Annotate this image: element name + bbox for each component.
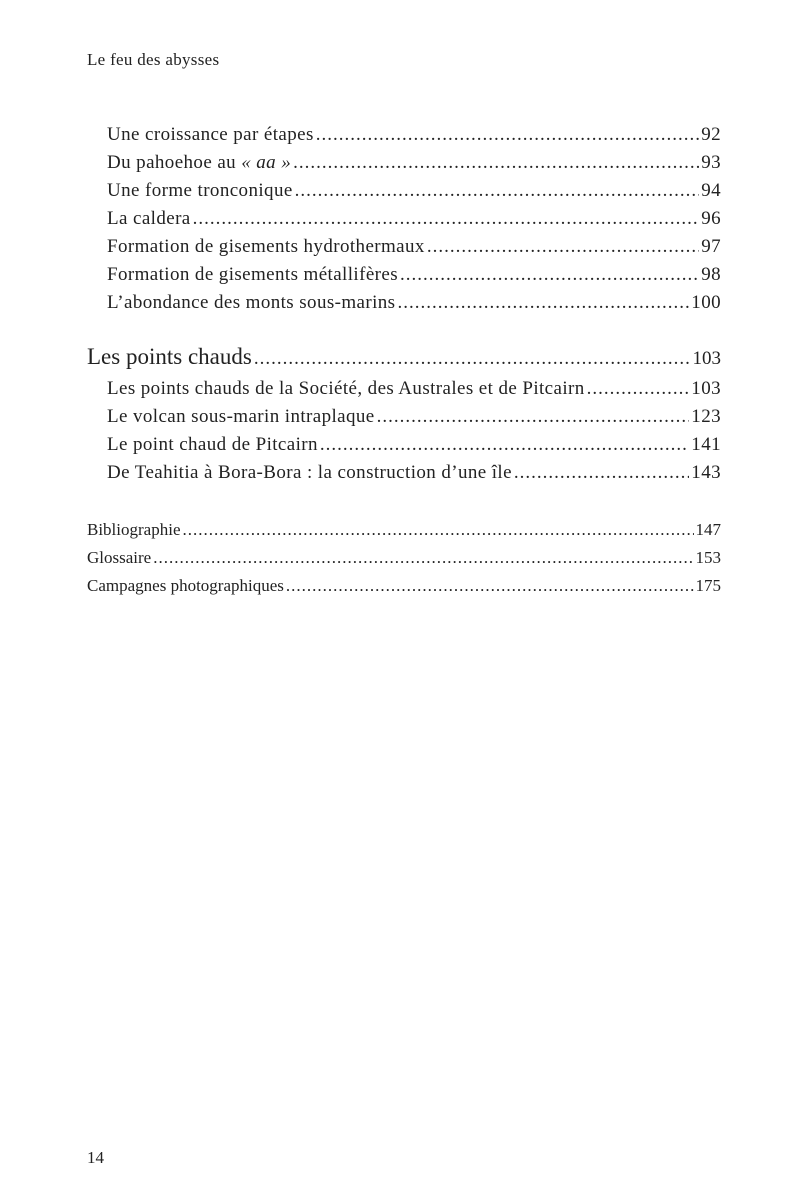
toc-entry-title: Les points chauds de la Société, des Australes et de Pitcairn [107, 378, 585, 399]
toc-entry-title: La caldera [107, 208, 191, 229]
toc-entry-title: L’abondance des monts sous-marins [107, 292, 396, 313]
dot-leader [400, 264, 699, 286]
toc-entry [87, 124, 721, 152]
toc-entry-page: 100 [691, 292, 721, 313]
toc-section-page: 103 [692, 348, 721, 369]
toc-group-before [87, 124, 721, 320]
toc-entry-title: De Teahitia à Bora-Bora : la construction d’une île [107, 462, 512, 483]
dot-leader [182, 520, 693, 540]
toc-entry-title: Une forme tronconique [107, 180, 293, 201]
toc-entry-page: 92 [701, 124, 721, 145]
dot-leader [286, 576, 694, 596]
toc-entry [87, 462, 721, 490]
toc-entry-page: 94 [701, 180, 721, 201]
toc-entry [87, 264, 721, 292]
toc-entry-title-italic: « aa » [241, 152, 292, 173]
dot-leader [153, 548, 693, 568]
toc-entry [87, 434, 721, 462]
toc-entry-title [107, 152, 291, 174]
toc-entry-page: 97 [701, 236, 721, 257]
toc-entry-page: 98 [701, 264, 721, 285]
toc-entry [87, 208, 721, 236]
toc-entry [87, 152, 721, 180]
toc-entry-page: 143 [691, 462, 721, 483]
toc-entry-title: Le point chaud de Pitcairn [107, 434, 318, 455]
dot-leader [295, 180, 700, 202]
toc-entry-title-prefix: Du pahoehoe au [107, 152, 242, 173]
dot-leader [293, 152, 699, 174]
toc-entry-page: 141 [691, 434, 721, 455]
toc-group-section [87, 344, 721, 490]
toc-back-entry [87, 520, 721, 548]
toc-section-heading [87, 344, 721, 378]
toc-entry-title: Le volcan sous-marin intraplaque [107, 406, 375, 427]
dot-leader [514, 462, 689, 484]
toc-section-title: Les points chauds [87, 344, 252, 369]
toc-back-entry [87, 576, 721, 604]
dot-leader [377, 406, 690, 428]
dot-leader [316, 124, 699, 146]
toc-entry-page: 123 [691, 406, 721, 427]
toc-group-back-matter [87, 520, 721, 604]
toc-entry-page: 175 [695, 576, 721, 595]
toc-entry [87, 378, 721, 406]
toc-back-entry [87, 548, 721, 576]
toc-entry-title: Campagnes photographiques [87, 576, 284, 595]
running-head: Le feu des abysses [87, 50, 220, 69]
toc-entry [87, 180, 721, 208]
toc-entry [87, 292, 721, 320]
toc-entry [87, 406, 721, 434]
toc-entry-page: 93 [701, 152, 721, 173]
toc-entry-title: Une croissance par étapes [107, 124, 314, 145]
toc-entry-title: Glossaire [87, 548, 152, 567]
toc-entry-title: Bibliographie [87, 520, 181, 539]
toc-entry-page: 147 [695, 520, 721, 539]
toc-entry-title: Formation de gisements hydrothermaux [107, 236, 425, 257]
dot-leader [427, 236, 699, 258]
toc-entry-title: Formation de gisements métallifères [107, 264, 399, 285]
dot-leader [320, 434, 689, 456]
toc-entry [87, 236, 721, 264]
dot-leader [587, 378, 690, 400]
dot-leader [254, 348, 691, 370]
toc-entry-page: 103 [691, 378, 721, 399]
dot-leader [397, 292, 689, 314]
page-number: 14 [87, 1148, 104, 1167]
toc-entry-page: 153 [695, 548, 721, 567]
toc-entry-page: 96 [701, 208, 721, 229]
dot-leader [193, 208, 700, 230]
